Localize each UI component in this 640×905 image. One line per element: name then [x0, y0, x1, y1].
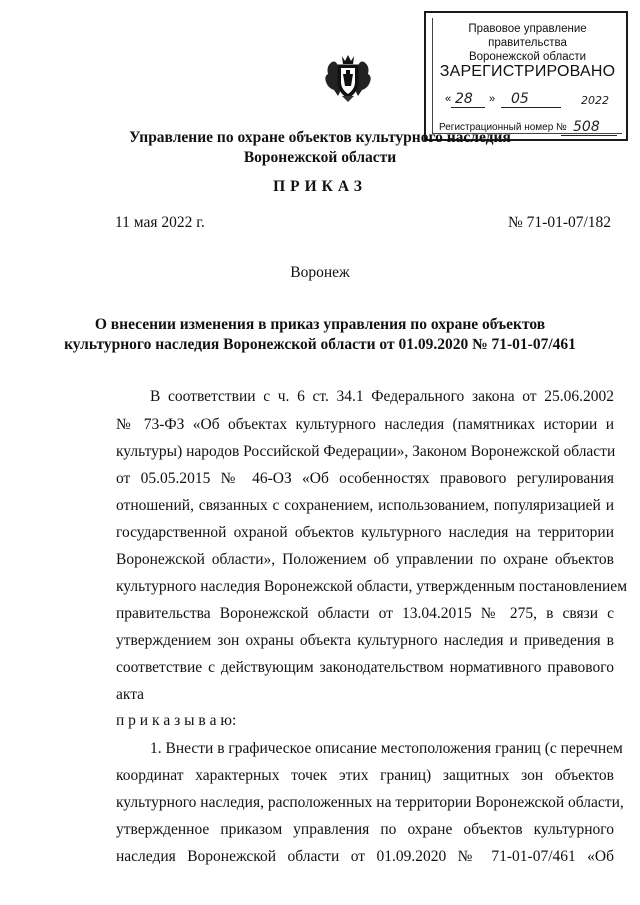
body-line: культурного наследия, расположенных на территории Воронежской области, — [116, 794, 624, 811]
body-line: утвержденное приказом управления по охране объектов культурного — [116, 821, 614, 838]
org-title-line2: Воронежской области — [243, 149, 397, 166]
organization-title — [60, 128, 580, 168]
body-line: правительства Воронежской области от 13.04.2015 № 275, в связи с — [116, 605, 614, 622]
body-line: утверждением зон охраны объекта культурного наследия и приведения в — [116, 632, 614, 649]
body-line: 1. Внести в графическое описание местоположения границ (с перечнем — [150, 740, 623, 757]
stamp-reg-label: Регистрационный номер № — [439, 122, 567, 133]
body-line: акта — [116, 686, 145, 703]
order-heading: ПРИКАЗ — [273, 178, 367, 195]
stamp-inner-frame — [432, 18, 622, 134]
body-line: культуры) народов Российской Федерации», Законом Воронежской области — [116, 443, 616, 460]
stamp-day: 28 — [455, 91, 473, 107]
stamp-quote-open: « — [445, 93, 452, 105]
body-line: наследия Воронежской области от 01.09.2020 № 71-01-07/461 «Об — [116, 848, 614, 865]
stamp-registered-label: ЗАРЕГИСТРИРОВАНО — [439, 63, 616, 80]
body-line: от 05.05.2015 № 46-ОЗ «Об особенностях правового регулирования — [116, 470, 614, 487]
body-line: культурного наследия Воронежской области, утвержденным постановлением — [116, 578, 628, 595]
org-title-line1: Управление по охране объектов культурного наследия — [129, 129, 511, 146]
stamp-month-underline — [501, 107, 561, 108]
body-line: В соответствии с ч. 6 ст. 34.1 Федерального закона от 25.06.2002 — [150, 388, 614, 405]
stamp-quote-close: » — [489, 93, 496, 105]
subject-line2: культурного наследия Воронежской области от 01.09.2020 № 71-01-07/461 — [64, 336, 576, 353]
stamp-year: 2022 — [581, 94, 609, 107]
order-subject — [60, 315, 580, 355]
coat-of-arms-icon — [322, 52, 374, 104]
body-line: отношений, связанных с сохранением, использованием, популяризацией и — [116, 497, 614, 514]
body-line: координат характерных точек этих границ) защитных зон объектов — [116, 767, 614, 784]
body-line: Воронежской области», Положением об управлении по охране объектов — [116, 551, 614, 568]
body-line: № 73-ФЗ «Об объектах культурного наследия (памятниках истории и — [116, 416, 614, 433]
subject-line1: О внесении изменения в приказ управления по охране объектов — [94, 316, 546, 333]
stamp-day-underline — [451, 107, 485, 108]
stamp-organization — [433, 22, 622, 64]
registration-stamp — [424, 11, 628, 141]
order-directive: п р и к а з ы в а ю: — [116, 712, 237, 729]
city-name: Воронеж — [290, 264, 350, 281]
body-line: государственной охраной объектов культурного наследия на территории — [116, 524, 614, 541]
stamp-month: 05 — [511, 91, 529, 107]
stamp-date-line — [445, 93, 625, 113]
stamp-org-line2: Воронежской области — [468, 51, 587, 63]
stamp-reg-number: 508 — [573, 119, 600, 135]
body-line: соответствие с действующим законодательством нормативного правового — [116, 659, 614, 676]
stamp-org-line1: Правовое управление правительства — [468, 23, 587, 49]
order-date: 11 мая 2022 г. — [115, 214, 205, 231]
order-number: № 71-01-07/182 — [508, 214, 612, 231]
